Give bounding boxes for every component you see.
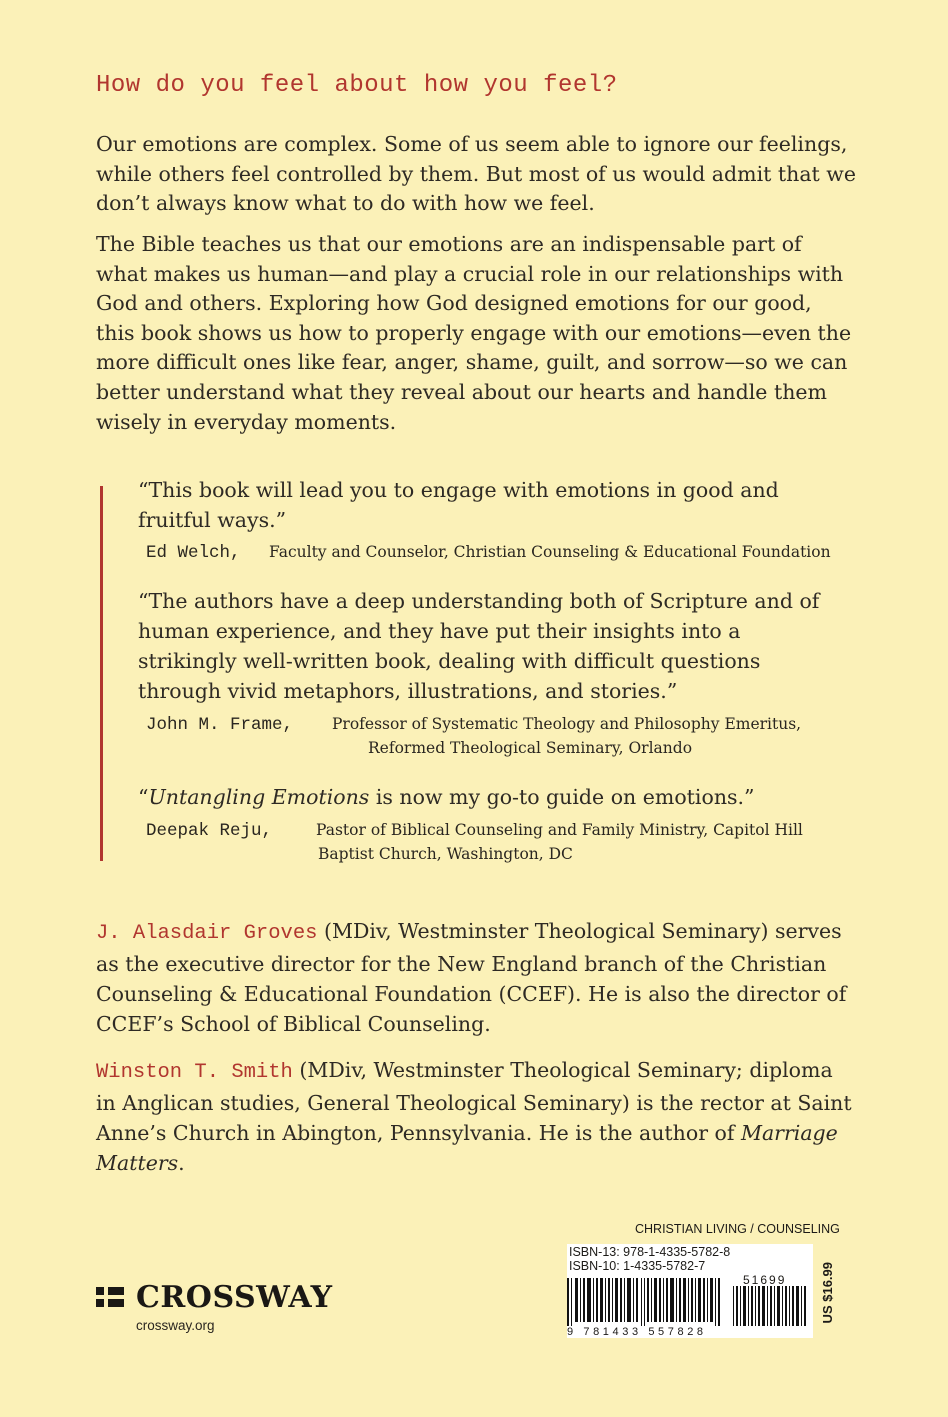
endorser-role-3-line-2: Baptist Church, Washington, DC bbox=[318, 845, 573, 863]
endorser-role-2-line-1: Professor of Systematic Theology and Philosophy Emeritus, bbox=[332, 715, 802, 733]
author-bio-1 bbox=[96, 916, 856, 1039]
endorser-role-1: Faculty and Counselor, Christian Counseling & Educational Foundation bbox=[269, 543, 831, 561]
publisher-url: crossway.org bbox=[136, 1318, 215, 1333]
price-label: US $16.99 bbox=[820, 1262, 835, 1324]
addon-digits: 51699 bbox=[743, 1273, 787, 1287]
author-name-2: Winston T. Smith bbox=[96, 1061, 293, 1084]
author-bio-2 bbox=[96, 1055, 856, 1178]
publisher-name: CROSSWAY bbox=[136, 1280, 333, 1315]
isbn-13: ISBN-13: 978-1-4335-5782-8 bbox=[569, 1245, 731, 1259]
endorsement-quote-3 bbox=[138, 782, 838, 812]
crossway-mark-icon bbox=[96, 1287, 124, 1315]
endorser-name-3: Deepak Reju, bbox=[146, 821, 273, 841]
isbn-barcode-block bbox=[567, 1244, 813, 1338]
endorser-role-2 bbox=[332, 712, 802, 760]
endorsement-quote-3-rest: is now my go-to guide on emotions.” bbox=[369, 785, 755, 809]
endorsement-quote-3-book-title: Untangling Emotions bbox=[148, 785, 370, 809]
barcode-icon bbox=[567, 1278, 727, 1326]
endorsement-accent-bar bbox=[100, 486, 103, 861]
endorsement-quote-1: “This book will lead you to engage with emotions in good and fruitful ways.” bbox=[138, 478, 779, 532]
author-bio-2-end: . bbox=[178, 1151, 185, 1175]
isbn-10: ISBN-10: 1-4335-5782-7 bbox=[569, 1259, 706, 1273]
category-label: CHRISTIAN LIVING / COUNSELING bbox=[635, 1222, 840, 1236]
author-bio-2-text: (MDiv, Westminster Theological Seminary; diploma in Anglican studies, General Theological Seminary) is the rector at Saint Anne’s Church in Abington, Pennsylvania. He is the author of bbox=[96, 1058, 852, 1145]
headline: How do you feel about how you feel? bbox=[96, 72, 618, 99]
description-paragraph-2: The Bible teaches us that our emotions are an indispensable part of what makes us human—and play a crucial role in our relationships with God and others. Exploring how God designed emotions for our good, this book shows us how to properly engage with our emotions—even the more difficult ones like fear, anger, shame, guilt, and sorrow—so we can better understand what they reveal about our hearts and handle them wisely in everyday moments. bbox=[96, 232, 852, 434]
author-bio-1-text: (MDiv, Westminster Theological Seminary) serves as the executive director for the New England branch of the Christian Counseling & Educational Foundation (CCEF). He is also the director of CCEF’s School of Biblical Counseling. bbox=[96, 919, 847, 1036]
author-name-1: J. Alasdair Groves bbox=[96, 922, 318, 945]
endorser-name-1: Ed Welch, bbox=[146, 543, 241, 563]
endorser-role-3 bbox=[316, 818, 806, 866]
description-paragraph-1: Our emotions are complex. Some of us seem able to ignore our feelings, while others feel controlled by them. But most of us would admit that we don’t always know what to do with how we feel. bbox=[96, 132, 856, 216]
endorsement-quote-2: “The authors have a deep understanding both of Scripture and of human experience, and they have put their insights into a strikingly well-written book, dealing with difficult questions through vivid metaphors, illustrations, and stories.” bbox=[138, 589, 820, 703]
barcode-digits: 9 781433 557828 bbox=[567, 1326, 707, 1338]
endorser-role-3-line-1: Pastor of Biblical Counseling and Family Ministry, Capitol Hill bbox=[316, 821, 803, 839]
endorser-role-2-line-2: Reformed Theological Seminary, Orlando bbox=[368, 739, 693, 757]
endorsement-quote-3-open: “ bbox=[138, 785, 149, 809]
author-bio-2-book-title: Marriage Matters bbox=[96, 1121, 838, 1175]
endorser-name-2: John M. Frame, bbox=[146, 715, 294, 735]
